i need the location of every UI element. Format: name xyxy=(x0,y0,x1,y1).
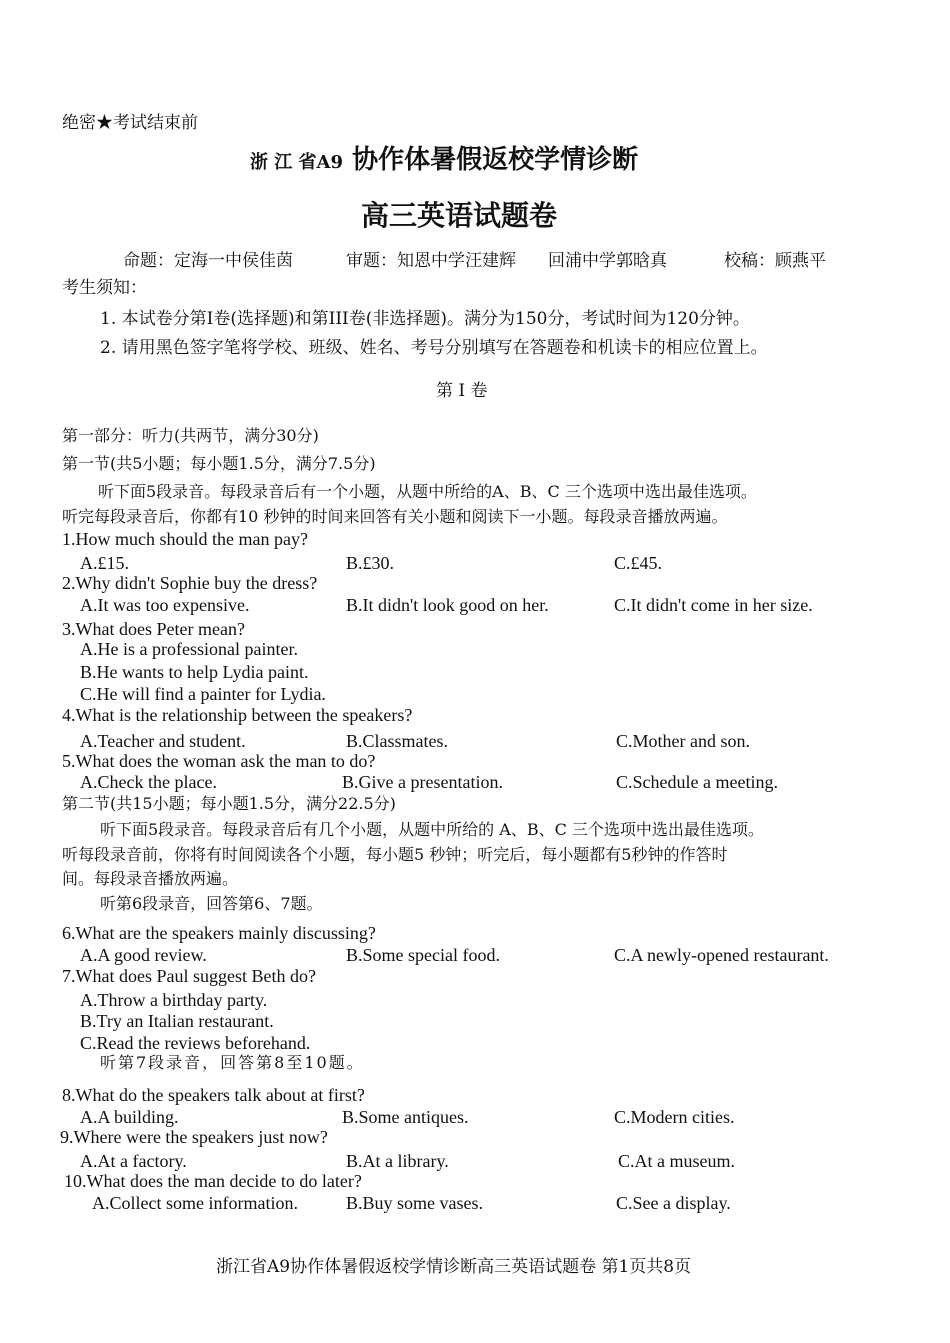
q5-option-a: A.Check the place. xyxy=(80,772,217,792)
q8-option-c: C.Modern cities. xyxy=(614,1107,735,1127)
q2-option-a: A.It was too expensive. xyxy=(80,595,250,615)
page-footer: 浙江省A9协作体暑假返校学情诊断高三英语试题卷 第1页共8页 xyxy=(216,1257,692,1277)
section2-instruction-3: 间。每段录音播放两遍。 xyxy=(62,869,239,888)
q1-option-a: A.£15. xyxy=(80,553,129,573)
q6-option-c: C.A newly-opened restaurant. xyxy=(614,945,829,965)
segment-6-heading: 听第6段录音，回答第6、7题。 xyxy=(100,894,323,913)
q7-option-b: B.Try an Italian restaurant. xyxy=(80,1011,274,1031)
question-10: 10.What does the man decide to do later? xyxy=(64,1171,362,1191)
question-3: 3.What does Peter mean? xyxy=(62,619,245,639)
q9-option-c: C.At a museum. xyxy=(618,1151,735,1171)
q7-option-a: A.Throw a birthday party. xyxy=(80,990,268,1010)
q10-option-a: A.Collect some information. xyxy=(92,1193,298,1213)
q10-option-c: C.See a display. xyxy=(616,1193,731,1213)
segment-7-heading: 听第7段录音，回答第8至10题。 xyxy=(100,1053,365,1072)
q9-option-a: A.At a factory. xyxy=(80,1151,187,1171)
q8-option-a: A.A building. xyxy=(80,1107,179,1127)
question-8: 8.What do the speakers talk about at first? xyxy=(62,1085,365,1105)
q6-option-b: B.Some special food. xyxy=(346,945,500,965)
exam-subtitle: 高三英语试题卷 xyxy=(361,199,558,232)
question-6: 6.What are the speakers mainly discussing? xyxy=(62,923,376,943)
confidential-label: 绝密★考试结束前 xyxy=(62,113,198,133)
q4-option-a: A.Teacher and student. xyxy=(80,731,246,751)
author-shenti: 审题：知恩中学汪建辉 xyxy=(346,251,516,271)
author-jiaogao: 校稿：顾燕平 xyxy=(724,251,826,271)
q5-option-c: C.Schedule a meeting. xyxy=(616,772,778,792)
question-4: 4.What is the relationship between the speakers? xyxy=(62,705,413,725)
q3-option-b: B.He wants to help Lydia paint. xyxy=(80,662,309,682)
q10-option-b: B.Buy some vases. xyxy=(346,1193,483,1213)
section2-heading: 第二节(共15小题；每小题1.5分，满分22.5分) xyxy=(62,794,396,813)
exam-title xyxy=(250,147,638,173)
section1-heading: 第一节(共5小题；每小题1.5分，满分7.5分) xyxy=(62,454,376,473)
q1-option-b: B.£30. xyxy=(346,553,395,573)
q3-option-c: C.He will find a painter for Lydia. xyxy=(80,684,326,704)
q7-option-c: C.Read the reviews beforehand. xyxy=(80,1033,311,1053)
notice-item-1: 1. 本试卷分第I卷(选择题)和第III卷(非选择题)。满分为150分，考试时间为120分钟。 xyxy=(100,309,750,329)
section1-instruction-2: 听完每段录音后，你都有10 秒钟的时间来回答有关小题和阅读下一小题。每段录音播放两遍。 xyxy=(62,507,728,526)
q2-option-b: B.It didn't look good on her. xyxy=(346,595,549,615)
part1-heading: 第一部分：听力(共两节，满分30分) xyxy=(62,426,319,445)
q2-option-c: C.It didn't come in her size. xyxy=(614,595,813,615)
q8-option-b: B.Some antiques. xyxy=(342,1107,469,1127)
q9-option-b: B.At a library. xyxy=(346,1151,449,1171)
notice-item-2: 2. 请用黑色签字笔将学校、班级、姓名、考号分别填写在答题卷和机读卡的相应位置上。 xyxy=(100,338,768,358)
q5-option-b: B.Give a presentation. xyxy=(342,772,503,792)
q4-option-b: B.Classmates. xyxy=(346,731,448,751)
q1-option-c: C.£45. xyxy=(614,553,663,573)
question-2: 2.Why didn't Sophie buy the dress? xyxy=(62,573,318,593)
volume-heading: 第 I 卷 xyxy=(436,381,488,401)
exam-title-main: 协作体暑假返校学情诊断 xyxy=(352,145,639,175)
author-shenti-2: 回浦中学郭晗真 xyxy=(548,251,667,271)
section1-instruction-1: 听下面5段录音。每段录音后有一个小题，从题中所给的A、B、C 三个选项中选出最佳选项。 xyxy=(98,482,757,501)
question-5: 5.What does the woman ask the man to do? xyxy=(62,751,376,771)
exam-title-prefix: 浙 江 省A9 xyxy=(250,152,344,173)
question-9: 9.Where were the speakers just now? xyxy=(60,1127,328,1147)
question-1: 1.How much should the man pay? xyxy=(62,529,308,549)
notice-heading: 考生须知： xyxy=(62,278,147,298)
q6-option-a: A.A good review. xyxy=(80,945,207,965)
q4-option-c: C.Mother and son. xyxy=(616,731,750,751)
author-mingti: 命题：定海一中侯佳茵 xyxy=(123,251,293,271)
q3-option-a: A.He is a professional painter. xyxy=(80,639,298,659)
section2-instruction-1: 听下面5段录音。每段录音后有几个小题，从题中所给的 A、B、C 三个选项中选出最佳选项。 xyxy=(100,820,764,839)
section2-instruction-2: 听每段录音前，你将有时间阅读各个小题，每小题5 秒钟；听完后，每小题都有5秒钟的作答时 xyxy=(62,845,728,864)
question-7: 7.What does Paul suggest Beth do? xyxy=(62,966,316,986)
